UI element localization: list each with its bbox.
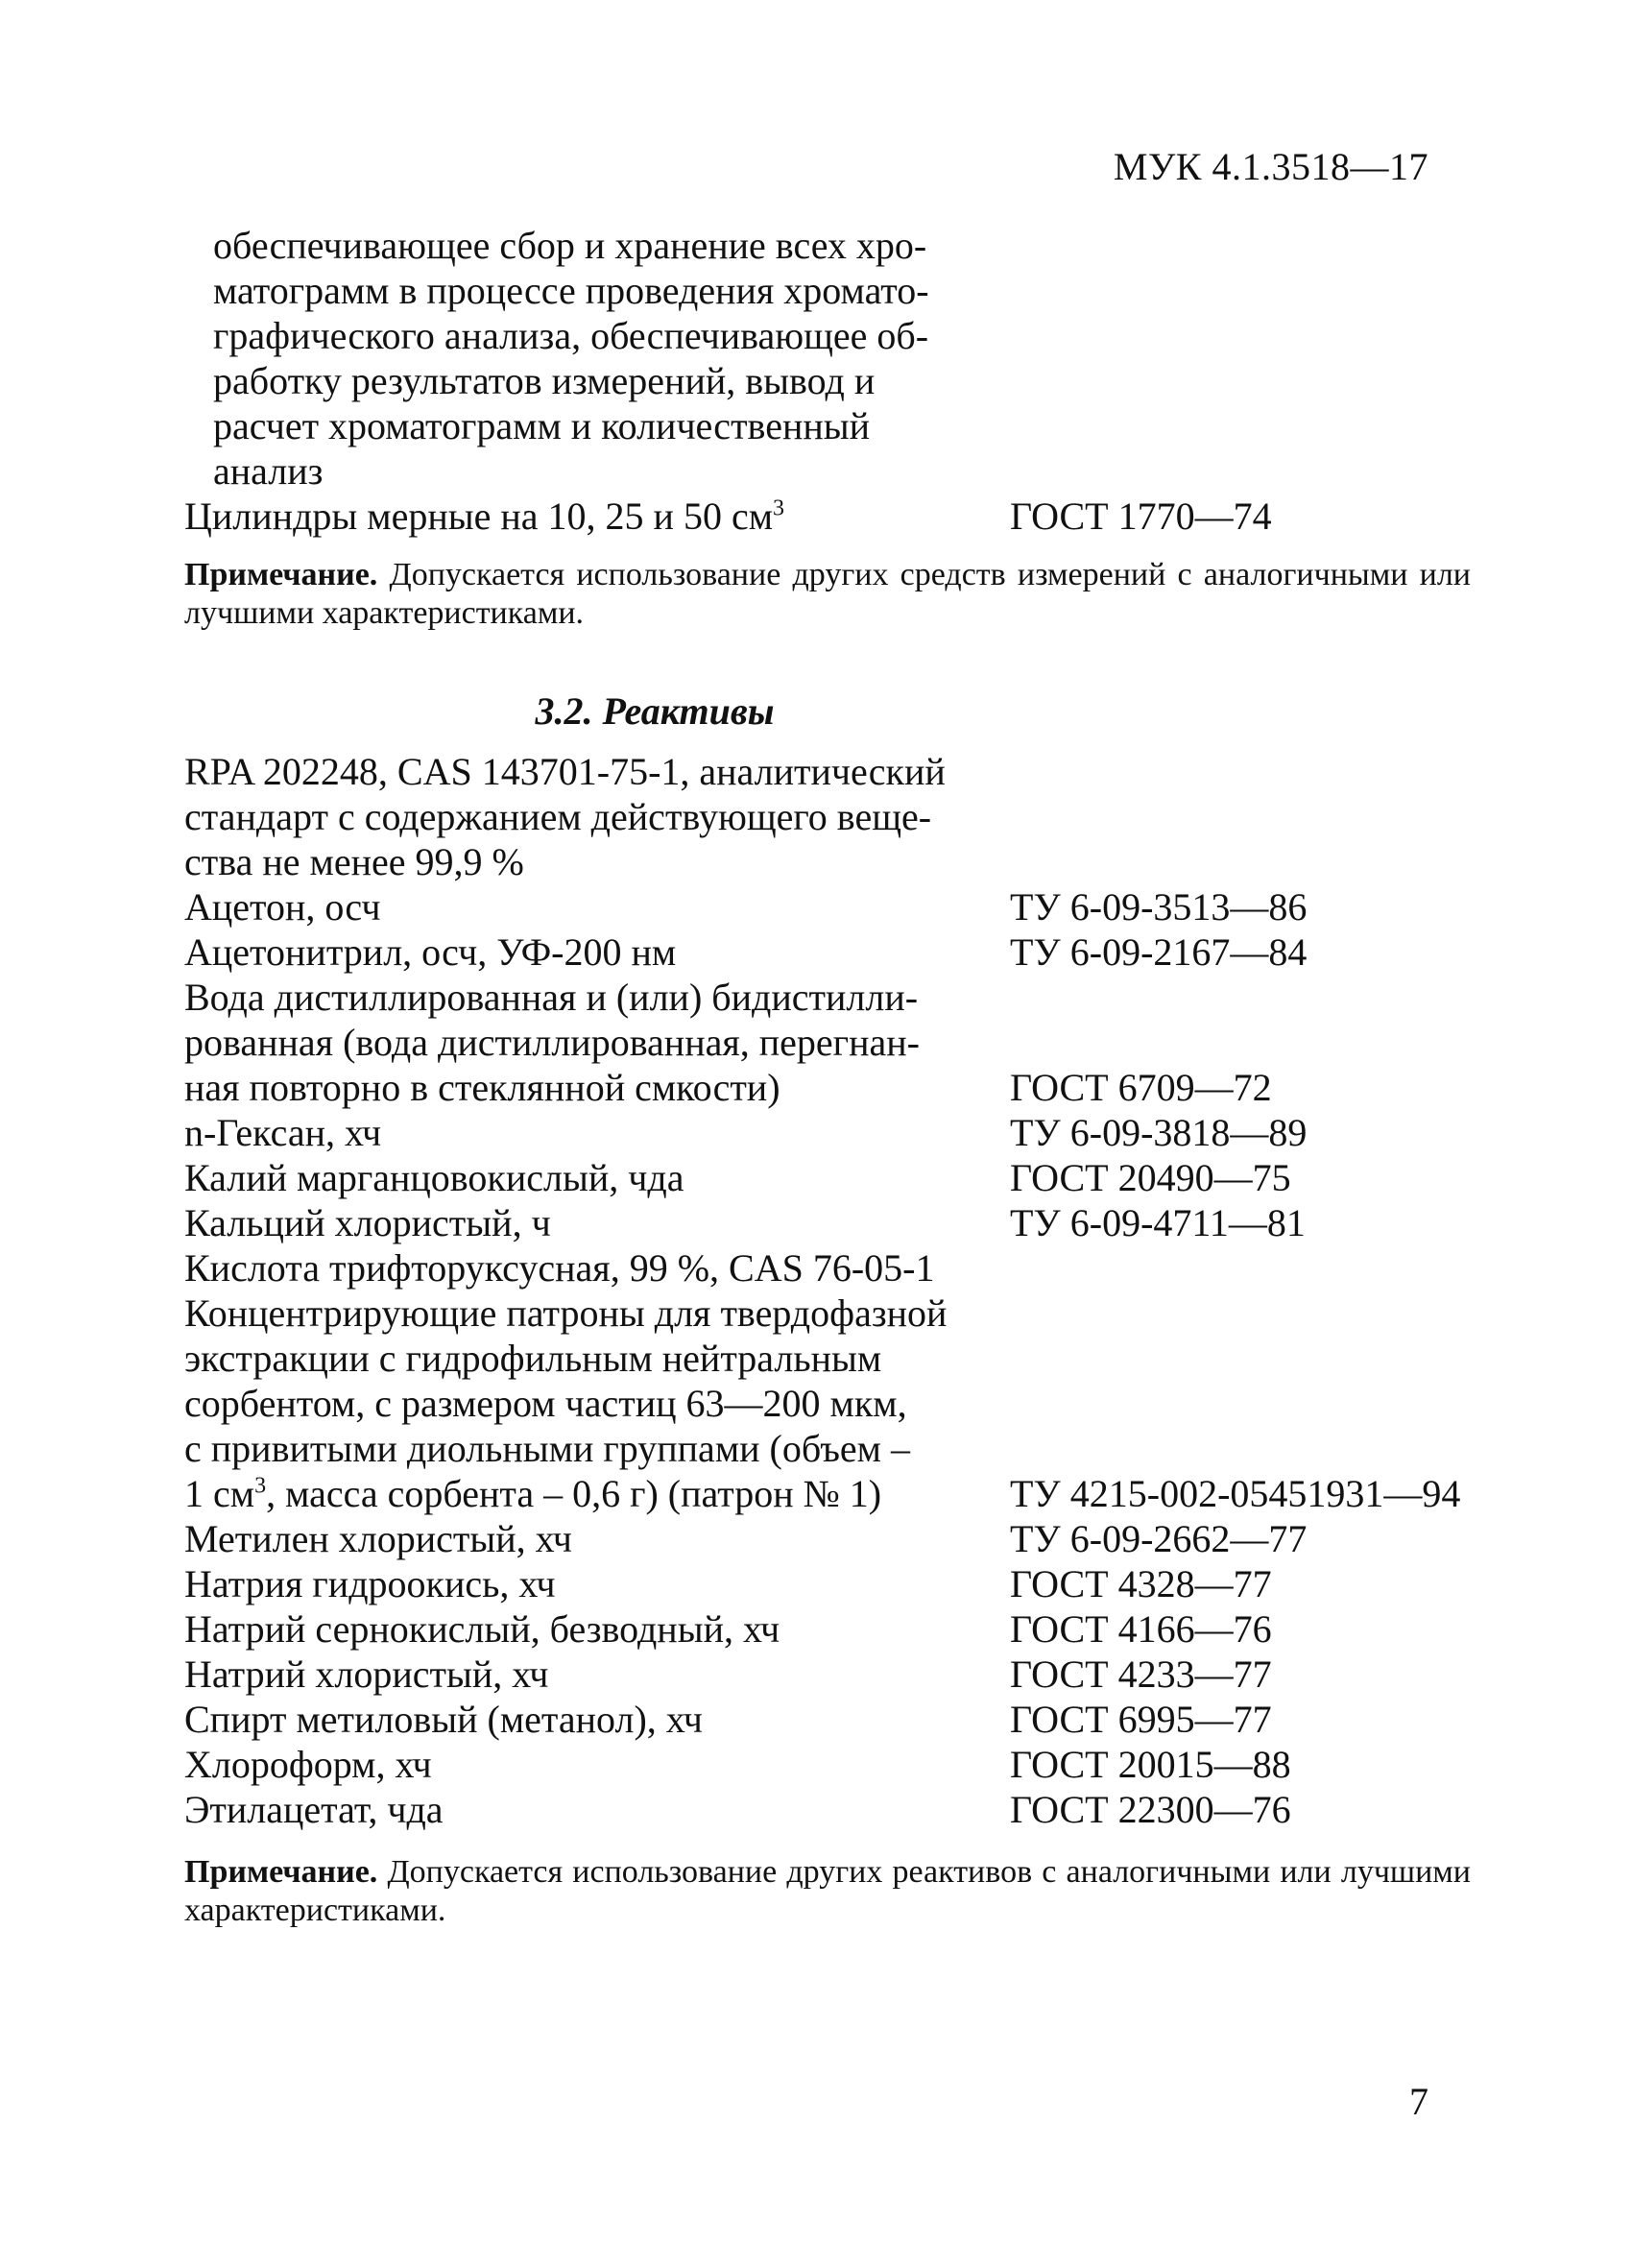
text-fragment: 1 см (184, 1472, 255, 1515)
text-line: анализ (213, 449, 324, 493)
item-standard: ГОСТ 4233—77 (1010, 1653, 1272, 1696)
item-name: Метилен хлористый, хч (184, 1517, 572, 1560)
reagent-item (184, 749, 1471, 884)
text-line: рованная (вода дистиллированная, перегнан- (184, 1021, 920, 1064)
text-line: обеспечивающее сбор и хранение всех хро- (213, 224, 927, 267)
item-name: Кальций хлористый, ч (184, 1201, 551, 1244)
text-line: стандарт с содержанием действующего веще- (184, 795, 932, 838)
document-code: МУК 4.1.3518—17 (1113, 145, 1428, 188)
item-standard: ГОСТ 6995—77 (1010, 1698, 1272, 1741)
item-standard: ГОСТ 22300—76 (1010, 1788, 1291, 1831)
note-label: Примечание. (184, 557, 378, 592)
text-line: Концентрирующие патроны для твердофазной (184, 1291, 948, 1335)
reagent-item (184, 929, 1471, 975)
page-number: 7 (1409, 2080, 1428, 2123)
item-standard: ГОСТ 6709—72 (1010, 1066, 1272, 1109)
item-standard: ГОСТ 4328—77 (1010, 1562, 1272, 1605)
equipment-item-cylinders (184, 494, 1471, 539)
reagent-item (184, 1516, 1471, 1561)
reagent-item-cartridge (184, 1291, 1471, 1516)
text-line: ства не менее 99,9 % (184, 840, 524, 883)
text-fragment: , масса сорбента – 0,6 г) (патрон № 1) (266, 1472, 882, 1515)
item-standard: ГОСТ 4166—76 (1010, 1607, 1272, 1651)
item-standard: ТУ 6-09-3818—89 (1010, 1111, 1308, 1154)
reagent-item (184, 1561, 1471, 1606)
reagent-item (184, 975, 1471, 1110)
section-title: 3.2. Реактивы (535, 689, 775, 733)
item-name: Хлороформ, хч (184, 1743, 432, 1786)
text-line: сорбентом, с размером частиц 63—200 мкм, (184, 1382, 907, 1425)
note-text: Допускается использование других средств измерений с аналогичными или лучшими характеристиками. (184, 557, 1471, 631)
reagents-list (184, 749, 1471, 1832)
text-line: графического анализа, обеспечивающее об- (213, 314, 929, 357)
reagent-item (184, 1245, 1471, 1291)
text-line: экстракции с гидрофильным нейтральным (184, 1337, 882, 1380)
reagent-item (184, 1155, 1471, 1200)
text-line: с привитыми диольными группами (объем – (184, 1427, 910, 1470)
item-name: Ацетон, осч (184, 885, 381, 929)
note-text: Допускается использование других реактивов с аналогичными или лучшими характеристиками. (184, 1854, 1472, 1928)
item-standard: ТУ 6-09-2167—84 (1010, 930, 1308, 974)
text-line: работку результатов измерений, вывод и (213, 359, 876, 402)
item-name: Этилацетат, чда (184, 1788, 444, 1831)
reagent-item (184, 1200, 1471, 1245)
text-line: матограмм в процессе проведения хромато- (213, 269, 929, 312)
item-name: Натрий сернокислый, безводный, хч (184, 1607, 780, 1651)
text-line: расчет хроматограмм и количественный (213, 404, 871, 447)
item-name: Ацетонитрил, осч, УФ-200 нм (184, 930, 677, 974)
item-name: Калий марганцовокислый, чда (184, 1156, 684, 1199)
item-standard: ГОСТ 20490—75 (1010, 1156, 1291, 1199)
item-standard: ТУ 6-09-4711—81 (1010, 1201, 1306, 1244)
item-name: Натрий хлористый, хч (184, 1653, 549, 1696)
superscript: 3 (773, 495, 785, 521)
item-standard: ТУ 6-09-3513—86 (1010, 885, 1308, 929)
text-line: RPA 202248, CAS 143701-75-1, аналитический (184, 750, 946, 793)
item-standard: ТУ 6-09-2662—77 (1010, 1517, 1308, 1560)
text-line: Вода дистиллированная и (или) бидистилли- (184, 976, 919, 1019)
reagent-item (184, 884, 1471, 929)
reagent-item (184, 1787, 1471, 1832)
note-label: Примечание. (184, 1854, 378, 1890)
page-content (184, 223, 1471, 1930)
note-equipment (184, 556, 1471, 633)
item-standard: ТУ 4215-002-05451931—94 (1010, 1472, 1461, 1515)
text-line (184, 1471, 1010, 1516)
note-reagents (184, 1853, 1471, 1930)
item-name: n-Гексан, хч (184, 1111, 382, 1154)
reagent-item (184, 1606, 1471, 1652)
item-name: Цилиндры мерные на 10, 25 и 50 см (184, 495, 774, 538)
item-name: Спирт метиловый (метанол), хч (184, 1698, 703, 1741)
item-name: Кислота трифторуксусная, 99 %, CAS 76-05-1 (184, 1246, 935, 1290)
superscript: 3 (254, 1473, 267, 1499)
item-name: Натрия гидроокись, хч (184, 1562, 556, 1605)
text-line: ная повторно в стеклянной смкости) (184, 1066, 780, 1109)
item-standard: ГОСТ 20015—88 (1010, 1743, 1291, 1786)
reagent-item (184, 1697, 1471, 1742)
reagent-item (184, 1110, 1471, 1155)
item-standard: ГОСТ 1770—74 (1010, 495, 1272, 538)
reagent-item (184, 1742, 1471, 1787)
equipment-continuation (184, 223, 1471, 494)
reagent-item (184, 1652, 1471, 1697)
